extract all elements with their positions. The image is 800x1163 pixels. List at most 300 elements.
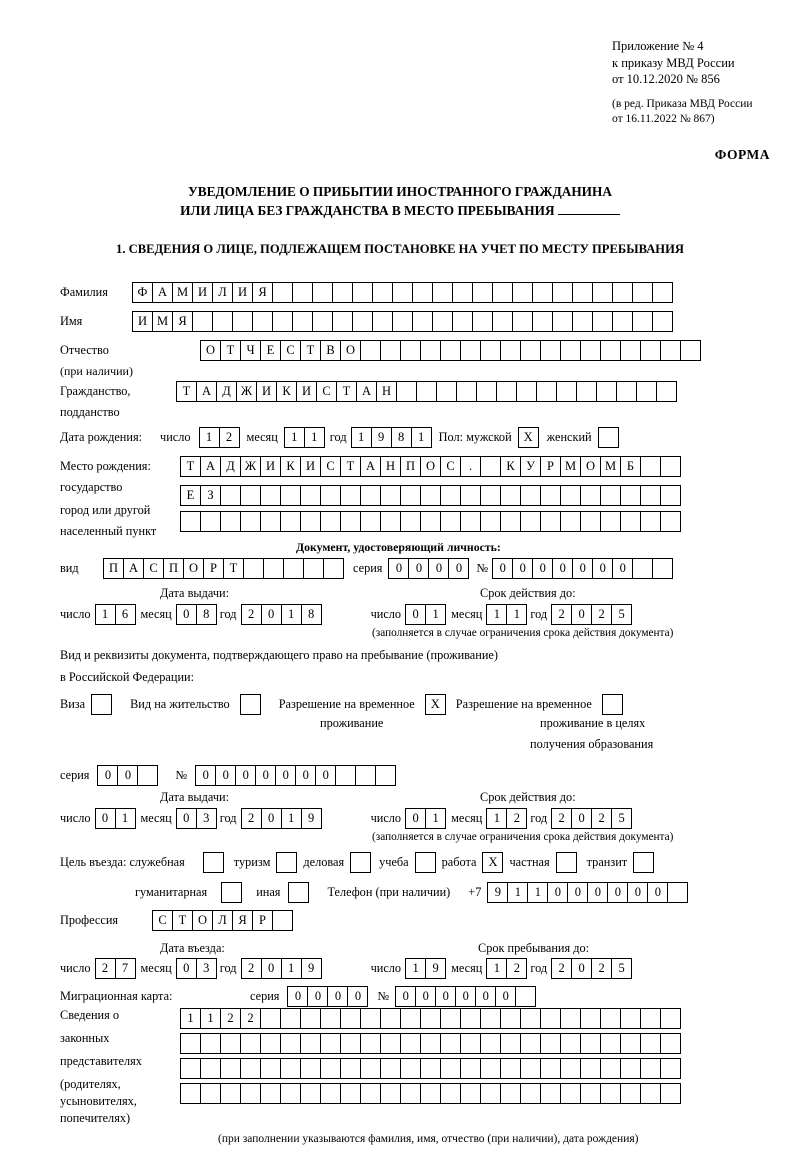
form-cell[interactable]: 0 — [571, 808, 592, 829]
form-cell[interactable] — [400, 1008, 421, 1029]
form-cell[interactable] — [320, 1033, 341, 1054]
form-cell[interactable]: 2 — [240, 1008, 261, 1029]
form-cell[interactable] — [492, 282, 513, 303]
form-cell[interactable] — [436, 381, 457, 402]
form-cell[interactable]: А — [196, 381, 217, 402]
form-cell[interactable]: 3 — [196, 958, 217, 979]
form-cell[interactable] — [200, 1083, 221, 1104]
form-cell[interactable] — [272, 910, 293, 931]
document-valid-day-input[interactable] — [405, 604, 445, 625]
permit-number-input[interactable] — [195, 765, 395, 786]
document-valid-month-input[interactable] — [486, 604, 526, 625]
form-cell[interactable] — [660, 1008, 681, 1029]
purpose-transit-checkbox[interactable] — [633, 852, 654, 873]
form-cell[interactable]: 2 — [551, 808, 572, 829]
form-cell[interactable] — [660, 1083, 681, 1104]
permit-issue-year-input[interactable] — [241, 808, 321, 829]
sex-female-checkbox[interactable] — [598, 427, 619, 448]
form-cell[interactable]: С — [316, 381, 337, 402]
permit-valid-month-input[interactable] — [486, 808, 526, 829]
form-cell[interactable] — [580, 1058, 601, 1079]
form-cell[interactable]: 1 — [304, 427, 325, 448]
form-cell[interactable] — [600, 1058, 621, 1079]
form-cell[interactable] — [520, 511, 541, 532]
form-cell[interactable]: Т — [220, 340, 241, 361]
form-cell[interactable] — [332, 311, 353, 332]
form-cell[interactable] — [320, 1058, 341, 1079]
form-cell[interactable]: 0 — [255, 765, 276, 786]
form-cell[interactable] — [560, 1008, 581, 1029]
entry-month-input[interactable] — [176, 958, 216, 979]
form-cell[interactable]: И — [232, 282, 253, 303]
form-cell[interactable]: 1 — [486, 808, 507, 829]
form-cell[interactable] — [380, 511, 401, 532]
form-cell[interactable] — [620, 340, 641, 361]
form-cell[interactable] — [440, 485, 461, 506]
form-cell[interactable] — [460, 1058, 481, 1079]
form-cell[interactable] — [440, 340, 461, 361]
form-cell[interactable] — [192, 311, 213, 332]
form-cell[interactable] — [640, 456, 661, 477]
form-cell[interactable] — [556, 381, 577, 402]
form-cell[interactable] — [320, 1083, 341, 1104]
form-cell[interactable] — [560, 1083, 581, 1104]
form-cell[interactable] — [360, 1033, 381, 1054]
form-cell[interactable]: С — [143, 558, 164, 579]
form-cell[interactable] — [512, 311, 533, 332]
form-cell[interactable] — [500, 340, 521, 361]
form-cell[interactable]: О — [340, 340, 361, 361]
form-cell[interactable]: 2 — [95, 958, 116, 979]
form-cell[interactable]: 0 — [395, 986, 416, 1007]
document-series-input[interactable] — [388, 558, 468, 579]
form-cell[interactable]: 9 — [371, 427, 392, 448]
form-cell[interactable] — [660, 340, 681, 361]
form-cell[interactable] — [632, 282, 653, 303]
form-cell[interactable] — [640, 1008, 661, 1029]
form-cell[interactable] — [280, 1008, 301, 1029]
form-cell[interactable] — [440, 1008, 461, 1029]
form-cell[interactable]: Д — [220, 456, 241, 477]
form-cell[interactable]: И — [256, 381, 277, 402]
form-cell[interactable]: 2 — [241, 958, 262, 979]
form-cell[interactable] — [220, 1083, 241, 1104]
form-cell[interactable]: А — [123, 558, 144, 579]
form-cell[interactable] — [280, 511, 301, 532]
form-cell[interactable]: 0 — [388, 558, 409, 579]
permit-valid-year-input[interactable] — [551, 808, 631, 829]
form-cell[interactable] — [420, 1008, 441, 1029]
form-cell[interactable] — [400, 1058, 421, 1079]
form-cell[interactable] — [460, 1083, 481, 1104]
form-cell[interactable] — [300, 1083, 321, 1104]
form-cell[interactable]: С — [440, 456, 461, 477]
form-cell[interactable]: 2 — [591, 958, 612, 979]
form-cell[interactable]: 1 — [405, 958, 426, 979]
form-cell[interactable]: Т — [172, 910, 193, 931]
patronymic-input[interactable] — [200, 340, 700, 361]
form-cell[interactable]: 1 — [351, 427, 372, 448]
form-cell[interactable] — [355, 765, 376, 786]
form-cell[interactable]: 2 — [220, 1008, 241, 1029]
form-cell[interactable]: 0 — [307, 986, 328, 1007]
form-cell[interactable]: А — [360, 456, 381, 477]
form-cell[interactable]: М — [560, 456, 581, 477]
form-cell[interactable]: 5 — [611, 958, 632, 979]
form-cell[interactable] — [616, 381, 637, 402]
form-cell[interactable] — [380, 1058, 401, 1079]
form-cell[interactable]: 0 — [176, 604, 197, 625]
form-cell[interactable] — [596, 381, 617, 402]
form-cell[interactable]: 0 — [347, 986, 368, 1007]
form-cell[interactable] — [640, 1058, 661, 1079]
form-cell[interactable]: О — [420, 456, 441, 477]
form-cell[interactable] — [460, 1033, 481, 1054]
form-cell[interactable] — [516, 381, 537, 402]
form-cell[interactable]: П — [400, 456, 421, 477]
form-cell[interactable] — [180, 1058, 201, 1079]
entry-day-input[interactable] — [95, 958, 135, 979]
form-cell[interactable]: Т — [176, 381, 197, 402]
form-cell[interactable] — [400, 511, 421, 532]
form-cell[interactable] — [380, 1008, 401, 1029]
form-cell[interactable] — [460, 511, 481, 532]
form-cell[interactable]: Е — [180, 485, 201, 506]
form-cell[interactable]: В — [320, 340, 341, 361]
form-cell[interactable] — [456, 381, 477, 402]
form-cell[interactable] — [560, 1033, 581, 1054]
form-cell[interactable] — [620, 1058, 641, 1079]
form-cell[interactable] — [440, 1058, 461, 1079]
form-cell[interactable] — [652, 311, 673, 332]
legal-rep-line4-input[interactable] — [180, 1083, 680, 1104]
form-cell[interactable]: 1 — [281, 604, 302, 625]
purpose-business-checkbox[interactable] — [350, 852, 371, 873]
form-cell[interactable] — [660, 485, 681, 506]
form-cell[interactable] — [620, 1083, 641, 1104]
form-cell[interactable]: 0 — [592, 558, 613, 579]
form-cell[interactable] — [263, 558, 284, 579]
form-cell[interactable] — [576, 381, 597, 402]
form-cell[interactable]: Т — [223, 558, 244, 579]
birth-year-input[interactable] — [351, 427, 431, 448]
form-cell[interactable] — [300, 1058, 321, 1079]
form-cell[interactable] — [592, 311, 613, 332]
sex-male-checkbox[interactable]: X — [518, 427, 539, 448]
birth-place-line2-input[interactable] — [180, 485, 680, 506]
form-cell[interactable] — [180, 1033, 201, 1054]
form-cell[interactable] — [420, 485, 441, 506]
form-cell[interactable] — [240, 511, 261, 532]
form-cell[interactable]: Л — [212, 282, 233, 303]
entry-year-input[interactable] — [241, 958, 321, 979]
form-cell[interactable] — [340, 1083, 361, 1104]
document-issue-day-input[interactable] — [95, 604, 135, 625]
form-cell[interactable]: Н — [380, 456, 401, 477]
form-cell[interactable]: 0 — [612, 558, 633, 579]
phone-input[interactable] — [487, 882, 687, 903]
legal-rep-line3-input[interactable] — [180, 1058, 680, 1079]
form-cell[interactable] — [552, 282, 573, 303]
form-cell[interactable] — [137, 765, 158, 786]
form-cell[interactable] — [360, 1008, 381, 1029]
form-cell[interactable] — [200, 511, 221, 532]
form-cell[interactable]: А — [356, 381, 377, 402]
form-cell[interactable]: 0 — [492, 558, 513, 579]
form-cell[interactable]: 1 — [425, 808, 446, 829]
form-cell[interactable]: 0 — [405, 604, 426, 625]
form-cell[interactable] — [480, 1058, 501, 1079]
form-cell[interactable] — [660, 1033, 681, 1054]
form-cell[interactable]: А — [200, 456, 221, 477]
form-cell[interactable]: 0 — [215, 765, 236, 786]
form-cell[interactable]: 2 — [591, 808, 612, 829]
form-cell[interactable] — [472, 282, 493, 303]
form-cell[interactable]: 1 — [527, 882, 548, 903]
form-cell[interactable] — [200, 1058, 221, 1079]
form-cell[interactable] — [580, 1083, 601, 1104]
form-cell[interactable] — [492, 311, 513, 332]
form-cell[interactable] — [260, 1083, 281, 1104]
form-cell[interactable]: С — [280, 340, 301, 361]
form-cell[interactable] — [400, 485, 421, 506]
form-cell[interactable] — [360, 511, 381, 532]
form-cell[interactable]: Т — [180, 456, 201, 477]
form-cell[interactable]: 1 — [180, 1008, 201, 1029]
permit-valid-day-input[interactable] — [405, 808, 445, 829]
form-cell[interactable] — [592, 282, 613, 303]
purpose-humanitarian-checkbox[interactable] — [221, 882, 242, 903]
permit-issue-day-input[interactable] — [95, 808, 135, 829]
name-input[interactable] — [132, 311, 672, 332]
form-cell[interactable] — [380, 485, 401, 506]
form-cell[interactable] — [600, 1008, 621, 1029]
migration-series-input[interactable] — [287, 986, 367, 1007]
form-cell[interactable] — [512, 282, 533, 303]
form-cell[interactable]: 2 — [241, 808, 262, 829]
form-cell[interactable]: Л — [212, 910, 233, 931]
birth-month-input[interactable] — [284, 427, 324, 448]
form-cell[interactable] — [580, 1008, 601, 1029]
form-cell[interactable] — [400, 1033, 421, 1054]
form-cell[interactable] — [320, 1008, 341, 1029]
form-cell[interactable]: 0 — [455, 986, 476, 1007]
form-cell[interactable] — [572, 311, 593, 332]
form-cell[interactable] — [260, 1058, 281, 1079]
form-cell[interactable]: Д — [216, 381, 237, 402]
form-cell[interactable] — [323, 558, 344, 579]
form-cell[interactable]: Р — [252, 910, 273, 931]
form-cell[interactable] — [300, 1008, 321, 1029]
form-cell[interactable] — [520, 1083, 541, 1104]
form-cell[interactable]: 1 — [199, 427, 220, 448]
form-cell[interactable] — [312, 311, 333, 332]
form-cell[interactable] — [260, 485, 281, 506]
form-cell[interactable] — [520, 485, 541, 506]
form-cell[interactable]: 0 — [571, 958, 592, 979]
form-cell[interactable]: 1 — [281, 808, 302, 829]
legal-rep-line1-input[interactable] — [180, 1008, 680, 1029]
stay-year-input[interactable] — [551, 958, 631, 979]
form-cell[interactable]: О — [200, 340, 221, 361]
form-cell[interactable] — [340, 1058, 361, 1079]
form-cell[interactable] — [500, 1033, 521, 1054]
form-cell[interactable] — [280, 1058, 301, 1079]
form-cell[interactable]: С — [152, 910, 173, 931]
form-cell[interactable] — [243, 558, 264, 579]
form-cell[interactable] — [212, 311, 233, 332]
form-cell[interactable] — [380, 340, 401, 361]
form-cell[interactable]: 0 — [287, 986, 308, 1007]
form-cell[interactable] — [572, 282, 593, 303]
form-cell[interactable] — [652, 558, 673, 579]
form-cell[interactable] — [335, 765, 356, 786]
form-cell[interactable]: 0 — [587, 882, 608, 903]
form-cell[interactable]: 3 — [196, 808, 217, 829]
form-cell[interactable] — [560, 511, 581, 532]
form-cell[interactable] — [340, 1033, 361, 1054]
form-cell[interactable] — [200, 1033, 221, 1054]
form-cell[interactable]: 6 — [115, 604, 136, 625]
form-cell[interactable]: 1 — [486, 604, 507, 625]
form-cell[interactable] — [580, 340, 601, 361]
form-cell[interactable]: К — [276, 381, 297, 402]
form-cell[interactable]: 1 — [115, 808, 136, 829]
form-cell[interactable]: О — [183, 558, 204, 579]
form-cell[interactable] — [480, 1008, 501, 1029]
form-cell[interactable]: Р — [203, 558, 224, 579]
form-cell[interactable] — [340, 1008, 361, 1029]
form-cell[interactable] — [292, 282, 313, 303]
form-cell[interactable]: 1 — [200, 1008, 221, 1029]
form-cell[interactable]: Я — [252, 282, 273, 303]
form-cell[interactable] — [240, 1083, 261, 1104]
form-cell[interactable] — [520, 1058, 541, 1079]
form-cell[interactable] — [536, 381, 557, 402]
form-cell[interactable]: Е — [260, 340, 281, 361]
form-cell[interactable]: Ч — [240, 340, 261, 361]
form-cell[interactable]: Б — [620, 456, 641, 477]
form-cell[interactable] — [252, 311, 273, 332]
form-cell[interactable] — [240, 1033, 261, 1054]
birth-day-input[interactable] — [199, 427, 239, 448]
form-cell[interactable] — [600, 340, 621, 361]
form-cell[interactable]: 0 — [327, 986, 348, 1007]
form-cell[interactable] — [380, 1083, 401, 1104]
form-cell[interactable] — [540, 1008, 561, 1029]
form-cell[interactable]: З — [200, 485, 221, 506]
form-cell[interactable]: Я — [232, 910, 253, 931]
form-cell[interactable]: 0 — [532, 558, 553, 579]
form-cell[interactable]: . — [460, 456, 481, 477]
migration-number-input[interactable] — [395, 986, 535, 1007]
form-cell[interactable]: 0 — [315, 765, 336, 786]
form-cell[interactable] — [580, 1033, 601, 1054]
form-cell[interactable] — [340, 485, 361, 506]
form-cell[interactable] — [220, 511, 241, 532]
form-cell[interactable] — [640, 1083, 661, 1104]
form-cell[interactable]: 0 — [495, 986, 516, 1007]
form-cell[interactable] — [640, 340, 661, 361]
form-cell[interactable]: И — [296, 381, 317, 402]
form-cell[interactable] — [620, 1033, 641, 1054]
form-cell[interactable]: 5 — [611, 808, 632, 829]
form-cell[interactable] — [320, 511, 341, 532]
form-cell[interactable]: 0 — [435, 986, 456, 1007]
form-cell[interactable] — [476, 381, 497, 402]
form-cell[interactable]: 2 — [506, 808, 527, 829]
form-cell[interactable] — [280, 485, 301, 506]
form-cell[interactable]: 1 — [281, 958, 302, 979]
document-issue-month-input[interactable] — [176, 604, 216, 625]
form-cell[interactable] — [260, 1008, 281, 1029]
birth-place-line3-input[interactable] — [180, 511, 680, 532]
form-cell[interactable] — [480, 456, 501, 477]
form-cell[interactable]: М — [152, 311, 173, 332]
form-cell[interactable] — [360, 485, 381, 506]
form-cell[interactable] — [392, 311, 413, 332]
form-cell[interactable] — [420, 1033, 441, 1054]
form-cell[interactable] — [220, 1058, 241, 1079]
form-cell[interactable] — [320, 485, 341, 506]
education-residence-checkbox[interactable] — [602, 694, 623, 715]
form-cell[interactable] — [440, 1083, 461, 1104]
form-cell[interactable] — [283, 558, 304, 579]
form-cell[interactable]: 0 — [261, 808, 282, 829]
form-cell[interactable] — [540, 1083, 561, 1104]
form-cell[interactable]: О — [580, 456, 601, 477]
citizenship-input[interactable] — [176, 381, 676, 402]
purpose-work-checkbox[interactable]: X — [482, 852, 503, 873]
form-cell[interactable] — [312, 282, 333, 303]
form-cell[interactable] — [632, 558, 653, 579]
form-cell[interactable]: 9 — [301, 808, 322, 829]
document-issue-year-input[interactable] — [241, 604, 321, 625]
form-cell[interactable]: 9 — [301, 958, 322, 979]
form-cell[interactable]: 0 — [552, 558, 573, 579]
form-cell[interactable] — [392, 282, 413, 303]
form-cell[interactable]: 0 — [195, 765, 216, 786]
form-cell[interactable] — [500, 485, 521, 506]
form-cell[interactable] — [520, 1008, 541, 1029]
form-cell[interactable] — [532, 282, 553, 303]
form-cell[interactable] — [452, 282, 473, 303]
form-cell[interactable] — [375, 765, 396, 786]
form-cell[interactable] — [372, 311, 393, 332]
form-cell[interactable]: Я — [172, 311, 193, 332]
form-cell[interactable]: 0 — [512, 558, 533, 579]
form-cell[interactable]: 1 — [284, 427, 305, 448]
form-cell[interactable]: 9 — [425, 958, 446, 979]
form-cell[interactable] — [500, 1083, 521, 1104]
profession-input[interactable] — [152, 910, 292, 931]
form-cell[interactable]: 0 — [567, 882, 588, 903]
form-cell[interactable]: 0 — [117, 765, 138, 786]
form-cell[interactable] — [660, 456, 681, 477]
form-cell[interactable] — [180, 511, 201, 532]
permit-issue-month-input[interactable] — [176, 808, 216, 829]
form-cell[interactable] — [636, 381, 657, 402]
form-cell[interactable]: 0 — [275, 765, 296, 786]
form-cell[interactable]: 0 — [547, 882, 568, 903]
purpose-service-checkbox[interactable] — [203, 852, 224, 873]
form-cell[interactable]: К — [280, 456, 301, 477]
form-cell[interactable] — [420, 511, 441, 532]
stay-day-input[interactable] — [405, 958, 445, 979]
form-cell[interactable] — [180, 1083, 201, 1104]
form-cell[interactable] — [460, 340, 481, 361]
form-cell[interactable] — [432, 311, 453, 332]
